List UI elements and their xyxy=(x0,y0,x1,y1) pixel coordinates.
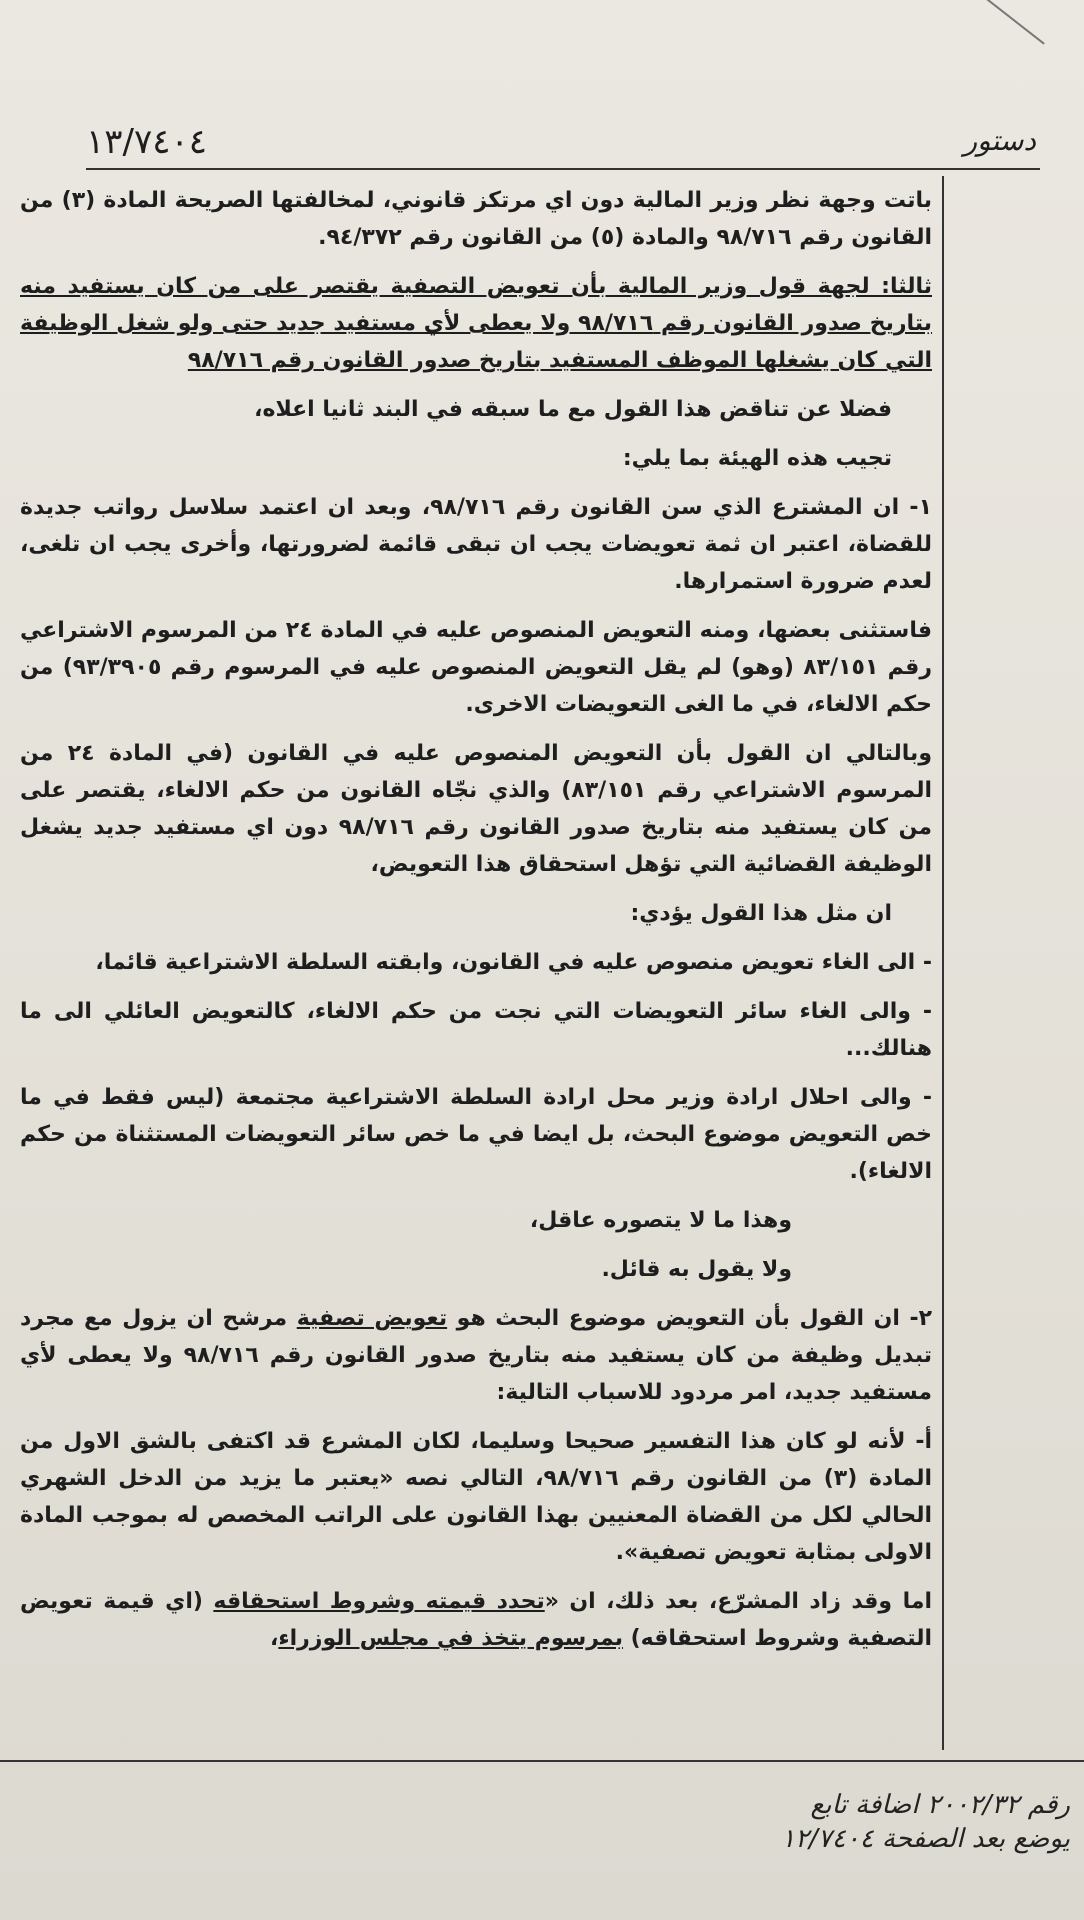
paragraph-16-part-e: ، xyxy=(269,1626,279,1651)
paragraph-16-part-a: اما وقد زاد المشرّع، بعد ذلك، ان « xyxy=(544,1589,932,1614)
paragraph-5: ١- ان المشترع الذي سن القانون رقم ٩٨/٧١٦، وبعد ان اعتمد سلاسل رواتب جديدة للقضاة، اعتبر ان ثمة تعويضات يجب ان تبقى قائمة لضرورتها، وأخرى يجب ان تلغى، لعدم ضرورة استمرارها. xyxy=(20,495,932,594)
paragraph-11: - والى احلال ارادة وزير محل ارادة السلطة الاشتراعية مجتمعة (ليس فقط في ما خص التعويض موضوع البحث، بل ايضا في ما خص سائر التعويضات المستثناة من حكم الالغاء). xyxy=(20,1085,932,1184)
paragraph-13: ولا يقول به قائل. xyxy=(601,1257,792,1282)
page-corner-fold xyxy=(973,0,1084,45)
paragraph-section-three-heading: ثالثا: لجهة قول وزير المالية بأن تعويض التصفية يقتصر على من كان يستفيد منه بتاريخ صدور القانون رقم ٩٨/٧١٦ ولا يعطى لأي مستفيد جديد حتى ولو شغل الوظيفة التي كان يشغلها الموظف المستفيد بتاريخ صدور القانون رقم ٩٨/٧١٦ xyxy=(20,274,933,373)
paragraph-16-underlined-1: تحدد قيمته وشروط استحقاقه xyxy=(213,1589,545,1614)
header-divider xyxy=(86,168,1040,170)
footer-divider xyxy=(0,1760,1084,1762)
paragraph-14 xyxy=(20,1300,932,1411)
margin-rule xyxy=(942,176,944,1750)
footer-line-1: رقم ٢٠٠٢/٣٢ اضافة تابع xyxy=(810,1790,1070,1820)
paragraph-16-underlined-2: بمرسوم يتخذ في مجلس الوزراء xyxy=(278,1626,623,1651)
paragraph-3: فضلا عن تناقض هذا القول مع ما سبقه في البند ثانيا اعلاه، xyxy=(254,397,892,422)
paragraph-12: وهذا ما لا يتصوره عاقل، xyxy=(529,1208,792,1233)
paragraph-9: - الى الغاء تعويض منصوص عليه في القانون، وابقته السلطة الاشتراعية قائما، xyxy=(95,950,932,975)
paragraph-14-start: ٢- ان القول بأن التعويض موضوع البحث هو xyxy=(447,1306,933,1331)
paragraph-16 xyxy=(20,1583,932,1657)
handwritten-footer-note xyxy=(781,1788,1070,1856)
page-reference-number: ١٣/٧٤٠٤ xyxy=(86,122,208,162)
paragraph-14-end: مرشح ان يزول مع مجرد تبديل وظيفة من كان يستفيد منه بتاريخ صدور القانون رقم ٩٨/٧١٦ ولا يعطى لأي مستفيد جديد، امر مردود للاسباب التالية: xyxy=(20,1306,932,1405)
paragraph-15: أ- لأنه لو كان هذا التفسير صحيحا وسليما، لكان المشرع قد اكتفى بالشق الاول من المادة (٣) من القانون رقم ٩٨/٧١٦، التالي نصه «يعتبر ما يزيد من الدخل الشهري الحالي لكل من القضاة المعنيين بهذا القانون على الراتب المخصص له بموجب المادة الاولى بمثابة تعويض تصفية». xyxy=(20,1429,932,1565)
paragraph-7: وبالتالي ان القول بأن التعويض المنصوص عليه في القانون (في المادة ٢٤ من المرسوم الاشتراعي رقم ٨٣/١٥١) والذي نجّاه القانون من حكم الالغاء، يقتصر على من كان يستفيد منه بتاريخ صدور القانون رقم ٩٨/٧١٦ دون اي مستفيد جديد يشغل الوظيفة القضائية التي تؤهل استحقاق هذا التعويض، xyxy=(20,741,933,877)
footer-line-2: يوضع بعد الصفحة ١٢/٧٤٠٤ xyxy=(781,1824,1070,1854)
document-body xyxy=(20,182,932,1669)
paragraph-1: باتت وجهة نظر وزير المالية دون اي مرتكز قانوني، لمخالفتها الصريحة المادة (٣) من القانون رقم ٩٨/٧١٦ والمادة (٥) من القانون رقم ٩٤/٣٧٢. xyxy=(20,188,932,250)
paragraph-14-underlined: تعويض تصفية xyxy=(296,1306,448,1331)
paragraph-10: - والى الغاء سائر التعويضات التي نجت من حكم الالغاء، كالتعويض العائلي الى ما هنالك... xyxy=(20,999,932,1061)
page-header-title: دستور xyxy=(963,124,1036,157)
paragraph-8: ان مثل هذا القول يؤدي: xyxy=(630,901,892,926)
paragraph-6: فاستثنى بعضها، ومنه التعويض المنصوص عليه في المادة ٢٤ من المرسوم الاشتراعي رقم ٨٣/١٥١ (وهو) لم يقل التعويض المنصوص عليه في المرسوم رقم ٩٣/٣٩٠٥) من حكم الالغاء، في ما الغى التعويضات الاخرى. xyxy=(20,618,933,717)
paragraph-16-part-c: (اي قيمة تعويض التصفية وشروط استحقاقه) xyxy=(20,1589,932,1651)
paragraph-4: تجيب هذه الهيئة بما يلي: xyxy=(622,446,892,471)
